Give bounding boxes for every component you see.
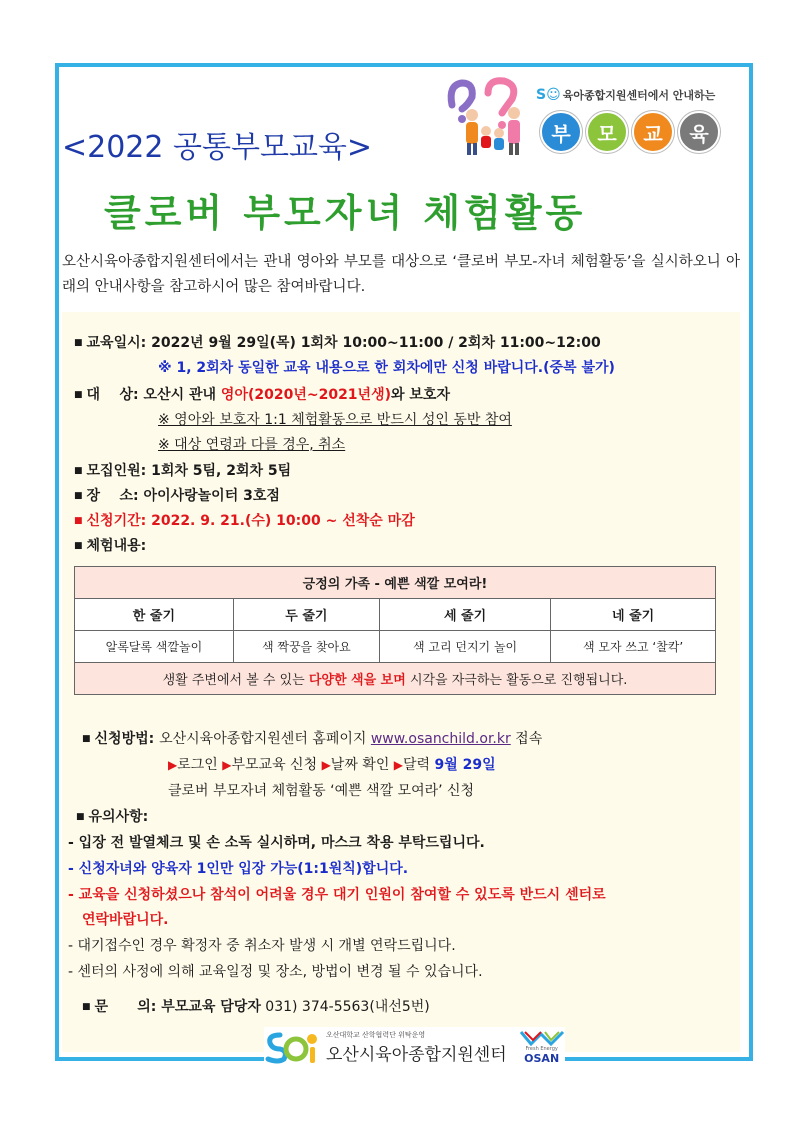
date-row xyxy=(74,332,601,352)
recruit-label: 모집인원: xyxy=(86,463,147,479)
bullet-icon: ■ xyxy=(74,338,83,348)
note-item: - 교육을 신청하셨으나 참석이 어려울 경우 대기 인원이 참여할 수 있도록 반드시 센터로 xyxy=(68,887,606,903)
brand-text: 육아종합지원센터에서 안내하는 xyxy=(562,89,716,102)
table-header: 세 줄기 xyxy=(379,599,550,631)
bullet-icon: ■ xyxy=(76,812,85,822)
date-label: 교육일시: xyxy=(86,335,147,351)
note-item: - 신청자녀와 양육자 1인만 입장 가능(1:1원칙)합니다. xyxy=(68,861,409,877)
apply-text: 오산시육아종합지원센터 홈페이지 xyxy=(159,731,371,747)
table-header-row xyxy=(75,599,716,631)
notes-label: 유의사항: xyxy=(88,809,149,825)
table-cell: 색 모자 쓰고 ‘찰칵’ xyxy=(551,631,716,663)
note-item: - 입장 전 발열체크 및 손 소독 실시하며, 마스크 착용 부탁드립니다. xyxy=(68,835,485,851)
apply-text-end: 접속 xyxy=(510,731,543,747)
circle-mo: 모 xyxy=(586,111,628,153)
table-title-row xyxy=(75,567,716,599)
apply-label: 신청방법: xyxy=(94,731,155,747)
homepage-link[interactable]: www.osanchild.or.kr xyxy=(370,731,511,747)
period-value: 2022. 9. 21.(수) 10:00 ~ 선착순 마감 xyxy=(151,513,415,529)
program-name-circles xyxy=(540,111,720,153)
osan-logo xyxy=(519,1030,565,1065)
step-apply: 부모교육 신청 xyxy=(231,757,318,773)
target-note-1: ※ 영아와 보호자 1:1 체험활동으로 반드시 성인 동반 참여 xyxy=(158,412,512,428)
recruit-row xyxy=(74,460,291,480)
target-note-2: ※ 대상 연령과 다를 경우, 취소 xyxy=(158,437,346,453)
apply-row xyxy=(82,728,542,748)
circle-bu: 부 xyxy=(540,111,582,153)
center-logo-icon: S☺ xyxy=(536,87,561,103)
step-date: 날짜 확인 xyxy=(330,757,390,773)
target-row xyxy=(74,384,450,404)
step-login: 로그인 xyxy=(177,757,218,773)
place-row xyxy=(74,485,280,505)
note-item: - 센터의 사정에 의해 교육일정 및 장소, 방법이 변경 될 수 있습니다. xyxy=(68,964,483,980)
table-footer-text: 생활 주변에서 볼 수 있는 xyxy=(162,673,309,688)
apply-line3: 클로버 부모자녀 체험활동 ‘예쁜 색깔 모여라’ 신청 xyxy=(168,783,475,799)
table-header: 네 줄기 xyxy=(551,599,716,631)
period-row xyxy=(74,510,415,530)
intro-paragraph: 오산시육아종합지원센터에서는 관내 영아와 부모를 대상으로 ‘클로버 부모-자녀 체험활동’을 실시하오니 아래의 안내사항을 참고하시어 많은 참여바랍니다. xyxy=(62,254,740,295)
arrow-right-icon: ▶ xyxy=(393,758,404,772)
target-value-end: 와 보호자 xyxy=(391,387,450,403)
notes-row xyxy=(76,806,148,826)
family-illustration-icon xyxy=(444,75,536,157)
table-header: 한 줄기 xyxy=(75,599,234,631)
bullet-icon: ■ xyxy=(74,390,83,400)
osan-tagline: Fresh Energy xyxy=(525,1045,558,1052)
step-calendar: 달력 xyxy=(403,757,431,773)
note-item: - 대기접수인 경우 확정자 중 취소자 발생 시 개별 연락드립니다. xyxy=(68,938,456,954)
info-box xyxy=(62,312,740,1052)
bullet-icon: ■ xyxy=(82,734,91,744)
apply-steps xyxy=(168,754,496,774)
table-footer-highlight: 다양한 색을 보며 xyxy=(308,673,406,688)
bullet-icon: ■ xyxy=(74,466,83,476)
period-label: 신청기간: xyxy=(86,513,147,529)
table-footer xyxy=(75,663,716,695)
arrow-right-icon: ▶ xyxy=(321,758,331,772)
table-header: 두 줄기 xyxy=(233,599,379,631)
program-logo xyxy=(444,75,734,160)
circle-yuk: 육 xyxy=(678,111,720,153)
table-title: 긍정의 가족 - 예쁜 색깔 모여라! xyxy=(75,567,716,599)
bullet-icon: ■ xyxy=(82,1002,91,1012)
table-row xyxy=(75,631,716,663)
bullet-icon: ■ xyxy=(74,491,83,501)
circle-gyo: 교 xyxy=(632,111,674,153)
date-note: ※ 1, 2회차 동일한 교육 내용으로 한 회차에만 신청 바랍니다.(중복 불가) xyxy=(158,360,615,376)
footer-logo xyxy=(264,1027,565,1067)
date-value: 2022년 9월 29일(목) 1회차 10:00~11:00 / 2회차 11:00~12:00 xyxy=(151,335,601,351)
contact-phone: 031) 374-5563(내선5번) xyxy=(260,999,430,1015)
step-calendar-date: 9월 29일 xyxy=(434,757,496,773)
brand-line xyxy=(536,87,715,103)
page-subtitle: <2022 공통부모교육> xyxy=(62,130,373,165)
content-row xyxy=(74,535,146,555)
place-label: 장 소: xyxy=(86,488,139,504)
note-item-cont: 연락바랍니다. xyxy=(82,912,169,928)
bullet-icon: ■ xyxy=(74,541,83,551)
recruit-value: 1회차 5팀, 2회차 5팀 xyxy=(151,463,292,479)
osan-text: OSAN xyxy=(524,1051,560,1065)
target-age: 영아(2020년~2021년생) xyxy=(220,387,391,403)
activity-table xyxy=(74,566,716,695)
arrow-right-icon: ▶ xyxy=(222,758,232,772)
target-value: 오산시 관내 xyxy=(143,387,221,403)
center-logo-icon xyxy=(264,1029,320,1065)
contact-row xyxy=(82,996,430,1016)
table-footer-text-end: 시각을 자극하는 활동으로 진행됩니다. xyxy=(405,673,628,688)
arrow-right-icon: ▶ xyxy=(168,758,178,772)
bullet-icon: ■ xyxy=(74,516,83,526)
table-cell: 색 고리 던지기 놀이 xyxy=(379,631,550,663)
place-value: 아이사랑놀이터 3호점 xyxy=(143,488,280,504)
footer-operator: 오산대학교 산학협력단 위탁운영 xyxy=(326,1030,426,1039)
target-label: 대 상: xyxy=(86,387,139,403)
contact-label: 문 의: xyxy=(94,999,157,1015)
table-cell: 색 짝꿍을 찾아요 xyxy=(233,631,379,663)
osan-wave-icon xyxy=(519,1030,565,1046)
contact-person: 부모교육 담당자 xyxy=(161,999,261,1015)
table-footer-row xyxy=(75,663,716,695)
table-cell: 알록달록 색깔놀이 xyxy=(75,631,234,663)
page-title: 클로버 부모자녀 체험활동 xyxy=(104,191,587,235)
content-label: 체험내용: xyxy=(86,538,147,554)
footer-center-name: 오산시육아종합지원센터 xyxy=(326,1044,507,1065)
